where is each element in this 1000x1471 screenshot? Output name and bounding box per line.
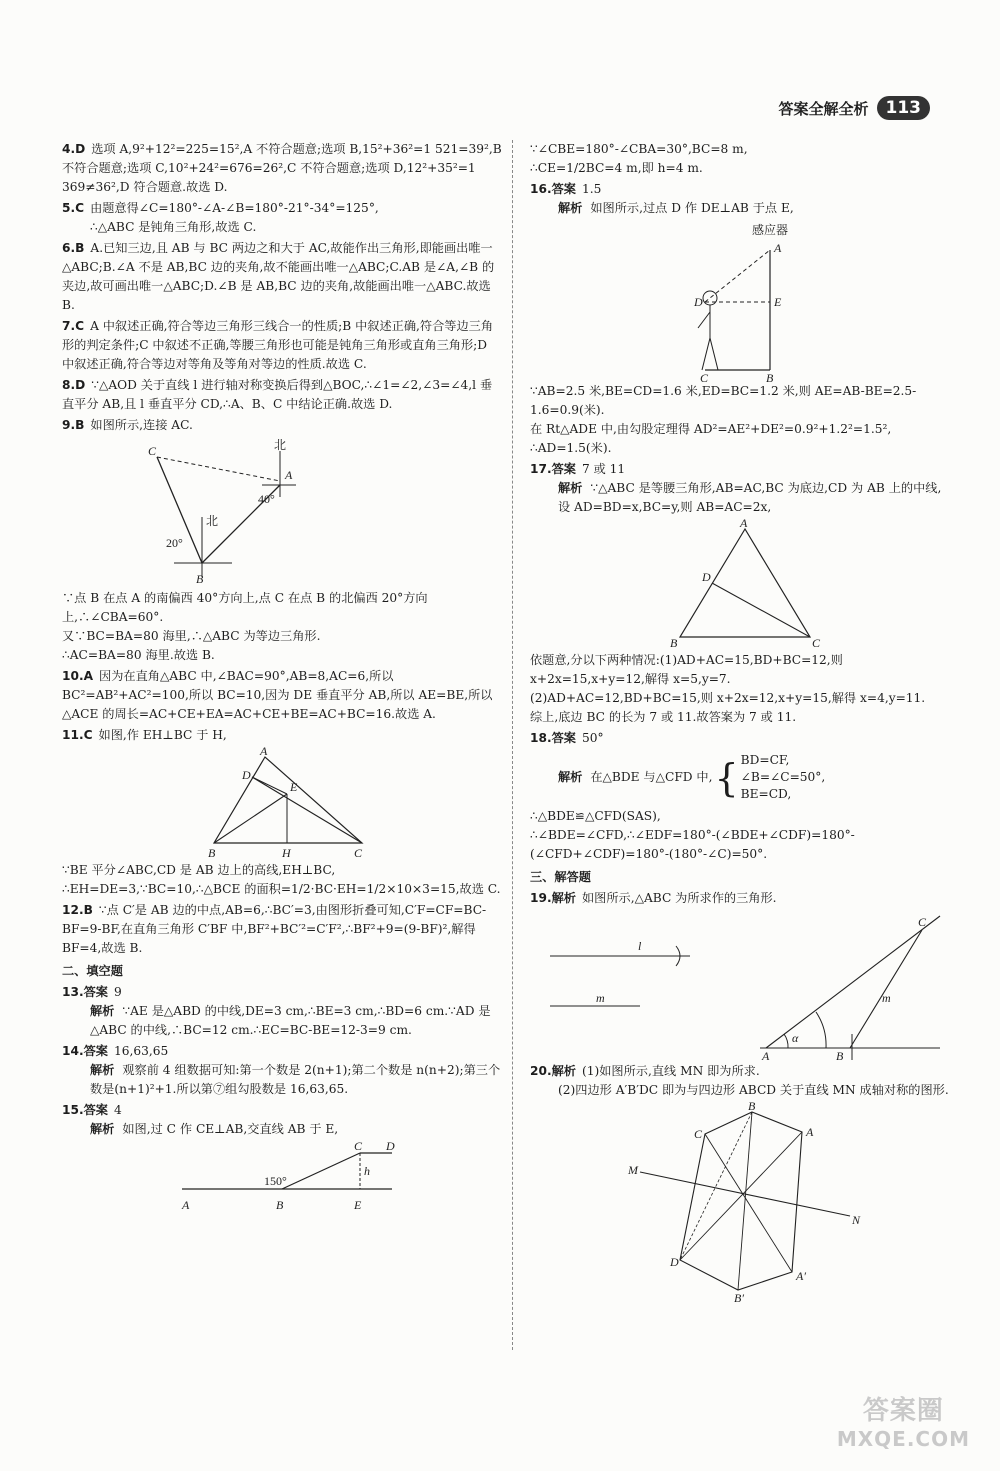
svg-text:E: E bbox=[290, 780, 298, 794]
answer-6: 6.B A.已知三边,且 AB 与 BC 两边之和大于 AC,故能作出三角形,即能画出唯一△ABC;B.∠A 不是 AB,BC 边的夹角,故不能画出唯一△ABC;C.AB 是∠A,∠B 的夹边,故可画出唯一△ABC;D.∠B 是 AB,BC 边的夹角,故能画出唯一△ABC.故选 B. bbox=[62, 241, 495, 312]
svg-text:D: D bbox=[386, 1139, 395, 1153]
svg-text:C: C bbox=[918, 915, 927, 929]
answer-11: 11.C 如图,作 EH⊥BC 于 H, A D E B H C ∵BE 平分∠ABC,CD 是 AB 边上的高线,EH⊥BC, ∴EH=DE=3,∵BC=10,∴△BCE 的面积=1/2·BC·EH=1/2×10×3=15,故选 C. bbox=[62, 728, 501, 896]
answer-5: 5.C 由题意得∠C=180°-∠A-∠B=180°-21°-34°=125°, ∴△ABC 是钝角三角形,故选 C. bbox=[62, 201, 379, 234]
answer-18: 18.答案 50° 解析 在△BDE 与△CFD 中, { BD=CF, ∠B=∠C=50°, BE=CD, ∴△BDE≌△CFD(SAS), ∴∠BDE=∠CFD,∴∠EDF=180°-(∠BDE+∠CDF)=180°-(∠CFD+∠CDF)=180°-(180°-∠C)=50°. bbox=[530, 731, 855, 861]
answer-8: 8.D ∵△AOD 关于直线 l 进行轴对称变换后得到△BOC,∴∠1=∠2,∠3=∠4,l 垂直平分 AB,且 l 垂直平分 CD,∴A、B、C 中结论正确.故选 D. bbox=[62, 378, 493, 411]
figure-20 bbox=[530, 1099, 870, 1305]
svg-text:A: A bbox=[806, 1125, 814, 1139]
svg-text:C: C bbox=[700, 371, 709, 385]
svg-text:E: E bbox=[354, 1198, 362, 1212]
svg-text:C: C bbox=[694, 1127, 703, 1141]
svg-text:α: α bbox=[792, 1031, 799, 1045]
svg-text:A′: A′ bbox=[796, 1269, 806, 1283]
svg-text:D: D bbox=[242, 768, 251, 782]
figure-11 bbox=[62, 744, 363, 860]
svg-text:C: C bbox=[354, 846, 363, 860]
fig9-label-c: C bbox=[148, 444, 157, 458]
fig9-label-a: A bbox=[285, 468, 293, 482]
answer-16: 16.答案 1.5 解析 如图所示,过点 D 作 DE⊥AB 于点 E, 感应器 A D E C B ∵AB=2.5 米,BE=CD=1.6 米,ED=BC=1.2 米,则 AE=AB-BE=2.5-1.6=0.9(米). 在 Rt△ADE 中,由勾股定理得 AD²=AE²+DE²=0.9²+1.2²=1.5², ∴AD=1.5(米). bbox=[530, 182, 917, 455]
svg-text:B: B bbox=[670, 636, 678, 650]
right-column bbox=[530, 140, 950, 1304]
watermark: 答案圈 MXQE.COM bbox=[836, 1396, 970, 1451]
svg-text:D: D bbox=[670, 1255, 679, 1269]
figure-16 bbox=[530, 220, 830, 385]
section-fill-blank: 二、填空题 bbox=[62, 964, 123, 978]
svg-text:C: C bbox=[354, 1139, 363, 1153]
svg-text:B: B bbox=[276, 1198, 284, 1212]
svg-text:D: D bbox=[694, 295, 703, 309]
answer-19: 19.解析 如图所示,△ABC 为所求作的三角形. l m C m A B α bbox=[530, 889, 950, 1060]
answer-13: 13.答案 9 解析 ∵AE 是△ABD 的中线,DE=3 cm,∴BE=3 cm,∴BD=6 cm.∵AD 是△ABC 的中线,∴BC=12 cm.∴EC=BC-BE=12-3=9 cm. bbox=[62, 985, 491, 1037]
answer-15: 15.答案 4 解析 如图,过 C 作 CE⊥AB,交直线 AB 于 E, A B E C D h 150° bbox=[62, 1101, 502, 1221]
fig9-label-b: B bbox=[196, 572, 204, 586]
answer-10: 10.A 因为在直角△ABC 中,∠BAC=90°,AB=8,AC=6,所以 BC²=AB²+AC²=100,所以 BC=10,因为 DE 垂直平分 AB,所以 AE=BE,所以△ACE 的周长=AC+CE+EA=AC+CE+BE=AC+BC=16.故选 A. bbox=[62, 669, 493, 721]
svg-text:C: C bbox=[812, 636, 821, 650]
answer-7: 7.C A 中叙述正确,符合等边三角形三线合一的性质;B 中叙述正确,符合等边三角形的判定条件;C 中叙述不正确,等腰三角形也可能是钝角三角形或直角三角形;D 中叙述正确,符合等边对等角及等角对等边的性质.故选 C. bbox=[62, 319, 494, 371]
fig9-north-b: 北 bbox=[206, 514, 219, 528]
svg-text:B: B bbox=[766, 371, 774, 385]
svg-text:A: A bbox=[762, 1049, 770, 1063]
figure-9 bbox=[62, 437, 362, 587]
left-column bbox=[62, 140, 502, 1223]
fig9-angle-20: 20° bbox=[166, 536, 183, 550]
svg-text:N: N bbox=[852, 1213, 861, 1227]
svg-text:感应器: 感应器 bbox=[752, 223, 789, 237]
svg-text:B: B bbox=[836, 1049, 844, 1063]
answer-17: 17.答案 7 或 11 解析 ∵△ABC 是等腰三角形,AB=AC,BC 为底边,CD 为 AB 上的中线,设 AD=BD=x,BC=y,则 AB=AC=2x, A D B C 依题意,分以下两种情况:(1)AD+AC=15,BD+BC=12,则 x+2x=15,x+y=12,解得 x=5,y=7. (2)AD+AC=12,BD+BC=15,则 x+2x=12,x+y=15,解得 x=4,y=11. 综上,底边 BC 的长为 7 或 11.故答案为 7 或 11. bbox=[530, 462, 942, 724]
figure-15 bbox=[62, 1139, 395, 1221]
svg-text:A: A bbox=[774, 241, 782, 255]
answer-12: 12.B ∵点 C′是 AB 边的中点,AB=6,∴BC′=3,由图形折叠可知,C′F=CF=BC-BF=9-BF,在直角三角形 C′BF 中,BF²+BC′²=C′F²,∴BF²+9=(9-BF)²,解得 BF=4,故选 B. bbox=[62, 903, 487, 955]
svg-text:h: h bbox=[364, 1164, 370, 1178]
answer-4: 4.D 选项 A,9²+12²=225=15²,A 不符合题意;选项 B,15²+36²=1 521=39²,B 不符合题意;选项 C,10²+24²=676=26²,C 不符合题意;选项 D,12²+35²=1 369≠36²,D 符合题意.故选 D. bbox=[62, 142, 502, 194]
svg-text:m: m bbox=[596, 991, 605, 1005]
header-title: 答案全解全析 bbox=[778, 99, 869, 118]
svg-text:150°: 150° bbox=[264, 1174, 287, 1188]
svg-text:M: M bbox=[628, 1163, 638, 1177]
svg-text:E: E bbox=[774, 295, 782, 309]
svg-text:B: B bbox=[748, 1099, 756, 1113]
answer-14: 14.答案 16,63,65 解析 观察前 4 组数据可知:第一个数是 2(n+1);第二个数是 n(n+2);第三个数是(n+1)²+1.所以第⑦组勾股数是 16,63,65. bbox=[62, 1044, 501, 1096]
svg-text:A: A bbox=[182, 1198, 190, 1212]
fig9-angle-40: 40° bbox=[258, 492, 275, 506]
answer-15-cont: ∵∠CBE=180°-∠CBA=30°,BC=8 m, ∴CE=1/2BC=4 m,即 h=4 m. bbox=[530, 142, 748, 175]
section-solutions: 三、解答题 bbox=[530, 870, 591, 884]
svg-text:H: H bbox=[282, 846, 291, 860]
page-number: 113 bbox=[877, 96, 931, 120]
svg-text:D: D bbox=[702, 570, 711, 584]
column-divider bbox=[512, 140, 513, 1350]
figure-19 bbox=[530, 910, 940, 1063]
fig9-north-a: 北 bbox=[274, 438, 287, 452]
svg-text:B′: B′ bbox=[734, 1291, 744, 1305]
svg-text:m: m bbox=[882, 991, 891, 1005]
answer-9: 9.B 如图所示,连接 AC. C A B 北 北 40° 20° ∵点 B 在点 A 的南偏西 40°方向上,点 C 在点 B 的北偏西 20°方向上,∴∠CBA=60°. 又∵BC=BA=80 海里,∴△ABC 为等边三角形. ∴AC=BA=80 海里.故选 B. bbox=[62, 418, 428, 662]
svg-text:A: A bbox=[260, 744, 268, 758]
page-header bbox=[778, 96, 930, 120]
figure-17 bbox=[530, 516, 830, 650]
system-brace: { bbox=[714, 755, 739, 800]
svg-text:l: l bbox=[638, 939, 642, 953]
svg-text:A: A bbox=[740, 516, 748, 530]
answer-20: 20.解析 (1)如图所示,直线 MN 即为所求. (2)四边形 A′B′DC 即为与四边形 ABCD 关于直线 MN 成轴对称的图形. B C A M N D A′ B′ bbox=[530, 1064, 949, 1305]
svg-text:B: B bbox=[208, 846, 216, 860]
